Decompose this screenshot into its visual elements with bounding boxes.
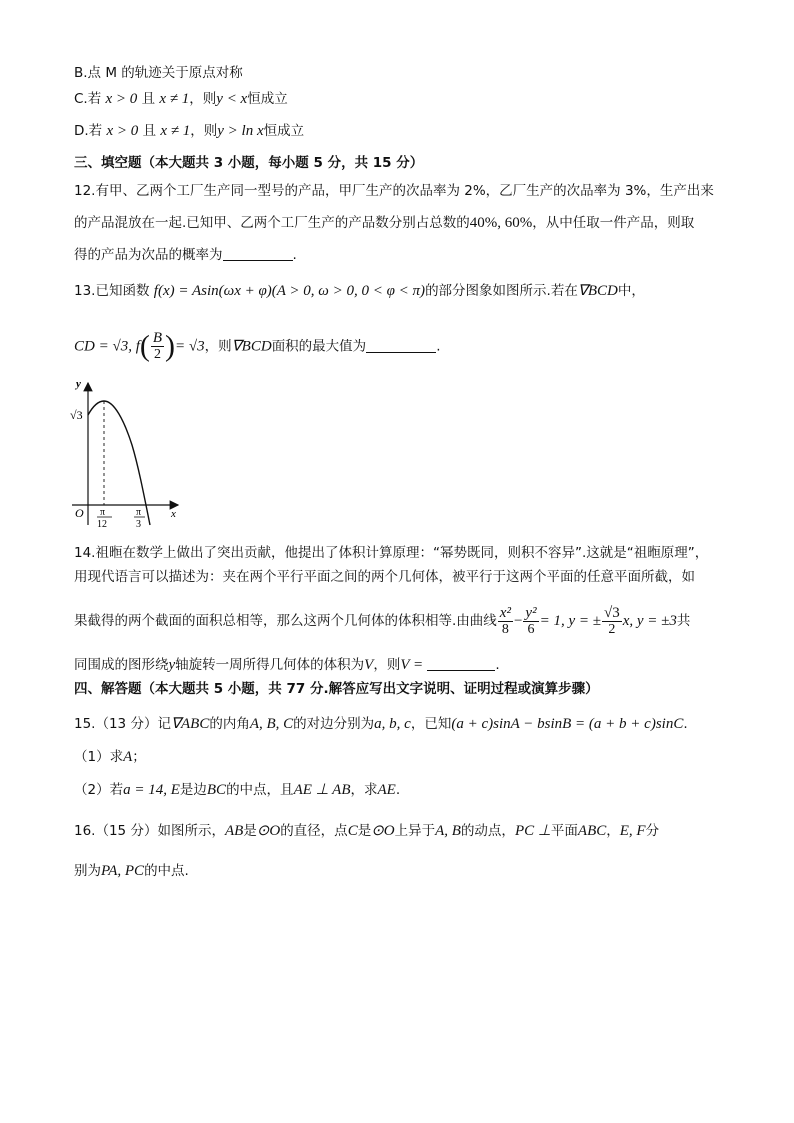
q12-percentages: 40%, 60%: [469, 215, 533, 231]
q13-line-1-tail: 中，: [617, 283, 645, 299]
q16-circle-1: ⊙O: [256, 823, 281, 839]
q16-line-2-tail: 的中点.: [144, 863, 189, 879]
q15-text-1: 的内角: [209, 716, 250, 732]
q14-frac-y2-6: [523, 605, 538, 638]
q13-line-2-text: 面积的最大值为: [271, 338, 367, 355]
q15-angles: A, B, C: [249, 716, 294, 732]
option-c-condition-1: x > 0: [105, 91, 138, 107]
option-d-then: ，则: [190, 123, 218, 139]
q15-text-2: 的对边分别为: [293, 716, 375, 732]
q16-prefix: 16.（15 分）如图所示，: [74, 823, 225, 839]
q14-line-3: [74, 602, 690, 640]
q12-line-3: 得的产品为次品的概率为 .: [74, 247, 297, 263]
q14-line-1: 14.祖暅在数学上做出了突出贡献，他提出了体积计算原理：“幂势既同，则积不容异”.这就是“祖暅原理”，: [74, 545, 709, 561]
q14-volume-eq: V =: [400, 657, 424, 673]
option-c-suffix: 恒成立: [247, 91, 288, 107]
option-d-condition-1: x > 0: [106, 123, 139, 139]
q12-line-1: 12.有甲、乙两个工厂生产同一型号的产品，甲厂生产的次品率为 2%，乙厂生产的次品率为 3%，生产出来: [74, 183, 714, 199]
option-c-prefix: C.若: [74, 91, 102, 107]
option-c-then: ，则: [189, 91, 217, 107]
q15-part-2-text: （2）若: [74, 782, 124, 798]
q12-line-2: [74, 213, 694, 233]
q16-c: C: [347, 823, 358, 839]
q16-text-1: 是: [243, 823, 257, 839]
q16-ef: E, F: [619, 823, 646, 839]
q15-part-2-text-3: 的中点，且: [226, 782, 294, 798]
option-c-inequality: y < x: [216, 91, 248, 107]
q13-frac-num: B: [152, 330, 163, 346]
x-tick-pi-3-den: 3: [136, 519, 141, 530]
section-4-heading: 四、解答题（本大题共 5 小题，共 77 分.解答应写出文字说明、证明过程或演算步骤）: [74, 681, 599, 697]
q16-pa-pc: PA, PC: [101, 863, 145, 879]
q13-triangle-2: ∇BCD: [231, 338, 272, 355]
q13-function: f(x) = Asin(ωx + φ)(A > 0, ω > 0, 0 < φ < π): [153, 283, 426, 299]
option-c-and: 且: [141, 91, 156, 107]
q15-part-1-text: （1）求: [74, 749, 124, 765]
x-tick-pi-12-den: 12: [97, 519, 107, 530]
q13-f-value: = √3: [175, 338, 205, 355]
q13-then: ，则: [204, 338, 232, 355]
q12-line-2-tail: ，从中任取一件产品，则取: [532, 215, 695, 231]
q13-line-1-text: 的部分图象如图所示.若在: [425, 283, 578, 299]
q14-frac2-den: 6: [527, 621, 535, 637]
q15-part-1: [74, 747, 146, 767]
q13-line-1: [74, 281, 645, 301]
q13-prefix: 13.已知函数: [74, 283, 150, 299]
section-3-heading: 三、填空题（本大题共 3 小题，每小题 5 分，共 15 分）: [74, 155, 424, 171]
option-d-and: 且: [142, 123, 157, 139]
q16-text-6: 平面: [550, 823, 578, 839]
q15-part-2-perp: AE ⊥ AB: [293, 782, 351, 798]
q14-frac3-den: 2: [608, 621, 616, 637]
q14-volume-symbol: V: [364, 657, 374, 673]
q16-line-2: [74, 861, 189, 881]
q14-frac3-num: √3: [603, 604, 620, 621]
q16-text-5: 的动点，: [460, 823, 515, 839]
x-tick-pi-12-num: π: [100, 507, 106, 518]
q16-circle-2: ⊙O: [371, 823, 395, 839]
q15-line-1: 15.（13 分）记∇ABC的内角A, B, C的对边分别为a, b, c，已知(a + c)sinA − bsinB = (a + b + c)sinC.: [74, 716, 688, 732]
option-c: [74, 89, 288, 109]
option-c-condition-2: x ≠ 1: [159, 91, 190, 107]
option-d: [74, 121, 304, 141]
q14-eq-2: x, y = ±3: [622, 613, 677, 629]
q16-line-1: [74, 821, 659, 841]
q16-points-ab: A, B: [435, 823, 461, 839]
q13-line-2: CD = √3, f( $\frac{B}{2}$ )= √3，则∇BCD面积的最大值为 .: [74, 329, 441, 363]
option-d-condition-2: x ≠ 1: [160, 123, 191, 139]
q14-then: ，则: [373, 657, 401, 673]
x-tick-pi-3-num: π: [136, 507, 142, 518]
q13-fraction-b-over-2: [151, 330, 164, 363]
option-d-prefix: D.若: [74, 123, 103, 139]
option-b-text: B.点 M 的轨迹关于原点对称: [74, 65, 243, 81]
q14-line-4-text: 同围成的图形绕: [74, 657, 169, 673]
q16-plane-abc: ABC: [577, 823, 607, 839]
option-b: [74, 63, 243, 83]
q15-part-1-end: ；: [132, 749, 146, 765]
q14-line-2: 用现代语言可以描述为：夹在两个平行平面之间的两个几何体，被平行于这两个平面的任意平面所截，如: [74, 569, 695, 585]
q14-frac-x2-8: [498, 605, 513, 638]
q15-part-2: （2）若a = 14, E是边BC的中点，且AE ⊥ AB，求AE.: [74, 782, 401, 798]
q15-part-1-var: A: [123, 749, 133, 765]
q15-part-2-a: a = 14, E: [123, 782, 180, 798]
q16-text-4: 上异于: [394, 823, 436, 839]
option-d-inequality: y > ln x: [217, 123, 264, 139]
q14-frac1-den: 8: [501, 621, 509, 637]
q14-line-4: 同围成的图形绕y轴旋转一周所得几何体的体积为V，则V = .: [74, 657, 500, 673]
q15-part-2-bc: BC: [206, 782, 227, 798]
q15-text-3: ，已知: [410, 716, 452, 732]
y-tick-sqrt3: √3: [70, 408, 83, 422]
q14-y-axis: y: [168, 657, 176, 673]
q15-sides: a, b, c: [374, 716, 411, 732]
q16-text-3: 是: [357, 823, 372, 839]
q12-line-3-text: 得的产品为次品的概率为: [74, 247, 223, 263]
q13-frac-den: 2: [153, 347, 161, 362]
q16-line-1-tail: 分: [645, 823, 660, 839]
q16-pc-perp: PC ⊥: [514, 823, 551, 839]
q14-frac2-num: y²: [525, 604, 537, 621]
q16-comma: ，: [606, 823, 620, 839]
q13-cd-equation: CD = √3, f: [74, 338, 140, 355]
q16-ab: AB: [224, 823, 244, 839]
q14-eq-1: = 1, y = ±: [539, 613, 601, 629]
q12-answer-blank[interactable]: [223, 246, 293, 261]
option-d-suffix: 恒成立: [263, 123, 305, 139]
q15-part-2-text-2: 是边: [179, 782, 207, 798]
q15-triangle: ∇ABC: [170, 716, 210, 732]
origin-label: O: [75, 506, 84, 520]
q14-line-4-mid: 轴旋转一周所得几何体的体积为: [175, 657, 365, 673]
q15-part-2-ae: AE: [377, 782, 396, 798]
q15-equation: (a + c)sinA − bsinB = (a + b + c)sinC: [451, 716, 684, 732]
y-axis-label: y: [76, 378, 81, 390]
q14-frac1-num: x²: [499, 604, 511, 621]
q16-text-2: 的直径，点: [280, 823, 348, 839]
q12-line-2-text: 的产品混放在一起.已知甲、乙两个工厂生产的产品数分别占总数的: [74, 215, 470, 231]
q13-answer-blank[interactable]: [366, 338, 436, 353]
q14-minus: −: [513, 613, 523, 629]
q13-triangle: ∇BCD: [577, 283, 618, 299]
q14-line-3-text: 果截得的两个截面的面积总相等，那么这两个几何体的体积相等.由曲线: [74, 613, 497, 629]
q13-function-graph: [66, 375, 186, 530]
q15-part-2-text-4: ，求: [350, 782, 378, 798]
x-axis-label: x: [171, 508, 176, 520]
q14-answer-blank[interactable]: [427, 656, 495, 671]
q15-prefix: 15.（13 分）记: [74, 716, 171, 732]
q16-line-2-text: 别为: [74, 863, 101, 879]
q14-line-3-tail: 共: [676, 613, 691, 629]
q14-frac-sqrt3-2: [602, 605, 622, 638]
